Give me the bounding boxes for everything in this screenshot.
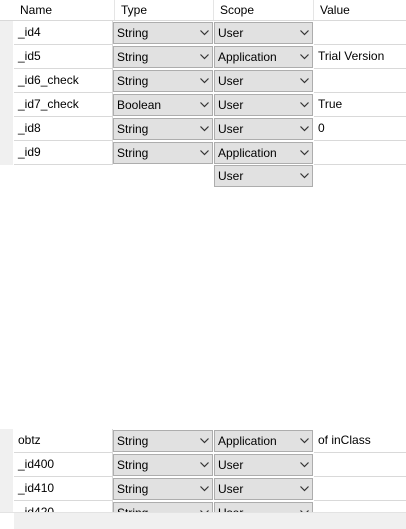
table-row[interactable] — [0, 93, 406, 117]
column-header-name[interactable]: Name — [14, 0, 115, 20]
row-header[interactable] — [0, 429, 13, 453]
scope-dropdown[interactable]: User — [214, 94, 313, 116]
value-cell[interactable]: of inClass — [314, 429, 406, 453]
horizontal-scrollbar[interactable] — [0, 512, 406, 529]
scope-dropdown[interactable]: Application — [214, 142, 313, 164]
chevron-down-icon[interactable] — [296, 71, 312, 91]
type-dropdown[interactable]: String — [113, 142, 213, 164]
scope-dropdown[interactable]: User — [214, 70, 313, 92]
scope-dropdown[interactable]: Application — [214, 430, 313, 452]
chevron-down-icon[interactable] — [196, 455, 212, 475]
column-header-value[interactable]: Value — [320, 3, 350, 17]
row-header[interactable] — [0, 117, 13, 141]
scope-dropdown[interactable]: User — [214, 454, 313, 476]
row-header[interactable] — [0, 21, 13, 45]
chevron-down-icon[interactable] — [296, 455, 312, 475]
chevron-down-icon[interactable] — [196, 47, 212, 67]
chevron-down-icon[interactable] — [296, 479, 312, 499]
row-header[interactable] — [0, 45, 13, 69]
column-header-type[interactable]: Type — [115, 0, 214, 20]
type-dropdown[interactable]: Boolean — [113, 94, 213, 116]
table-row[interactable] — [0, 69, 406, 93]
chevron-down-icon[interactable] — [296, 119, 312, 139]
table-row[interactable] — [0, 453, 406, 477]
value-cell[interactable] — [314, 453, 406, 477]
table-row[interactable] — [0, 429, 406, 453]
scope-dropdown[interactable]: User — [214, 118, 313, 140]
table-row[interactable] — [0, 141, 406, 165]
chevron-down-icon[interactable] — [296, 23, 312, 43]
row-header[interactable] — [0, 453, 13, 477]
type-dropdown[interactable]: String — [113, 118, 213, 140]
value-cell[interactable] — [314, 477, 406, 501]
name-cell[interactable]: _id5 — [14, 45, 113, 69]
chevron-down-icon[interactable] — [296, 47, 312, 67]
type-dropdown[interactable]: String — [113, 478, 213, 500]
chevron-down-icon[interactable] — [196, 23, 212, 43]
value-cell[interactable] — [314, 141, 406, 165]
chevron-down-icon[interactable] — [196, 95, 212, 115]
lower-rows — [0, 433, 406, 512]
row-header[interactable] — [0, 477, 13, 501]
scope-dropdown[interactable]: User — [214, 165, 313, 187]
table-row[interactable] — [0, 45, 406, 69]
scope-dropdown[interactable]: Application — [214, 46, 313, 68]
table-row[interactable] — [0, 117, 406, 141]
grid-header — [0, 0, 406, 21]
type-dropdown[interactable]: String — [113, 46, 213, 68]
chevron-down-icon[interactable] — [296, 95, 312, 115]
chevron-down-icon[interactable] — [296, 166, 312, 186]
type-dropdown[interactable]: String — [113, 70, 213, 92]
chevron-down-icon[interactable] — [196, 479, 212, 499]
scope-dropdown[interactable]: User — [214, 478, 313, 500]
name-cell[interactable]: _id400 — [14, 453, 113, 477]
chevron-down-icon[interactable] — [296, 143, 312, 163]
name-cell[interactable]: _id410 — [14, 477, 113, 501]
name-cell[interactable]: _id7_check — [14, 93, 113, 117]
type-dropdown[interactable]: String — [113, 454, 213, 476]
name-cell[interactable]: _id6_check — [14, 69, 113, 93]
scope-dropdown[interactable]: User — [214, 22, 313, 44]
value-cell[interactable]: 0 — [314, 117, 406, 141]
table-row[interactable] — [0, 21, 406, 45]
name-cell[interactable]: _id9 — [14, 141, 113, 165]
scrollbar-corner — [0, 513, 14, 529]
value-cell[interactable]: True — [314, 93, 406, 117]
type-dropdown[interactable]: String — [113, 22, 213, 44]
chevron-down-icon[interactable] — [196, 431, 212, 451]
chevron-down-icon[interactable] — [196, 119, 212, 139]
column-header-scope[interactable]: Scope — [214, 0, 314, 20]
value-cell[interactable] — [314, 69, 406, 93]
chevron-down-icon[interactable] — [296, 431, 312, 451]
table-row[interactable] — [0, 477, 406, 501]
name-cell[interactable]: _id8 — [14, 117, 113, 141]
name-cell[interactable]: obtz — [14, 429, 113, 453]
name-cell[interactable]: _id4 — [14, 21, 113, 45]
chevron-down-icon[interactable] — [196, 143, 212, 163]
type-dropdown[interactable]: String — [113, 430, 213, 452]
row-header[interactable] — [0, 141, 13, 165]
value-cell[interactable] — [314, 21, 406, 45]
chevron-down-icon[interactable] — [196, 71, 212, 91]
row-header[interactable] — [0, 69, 13, 93]
value-cell[interactable]: Trial Version — [314, 45, 406, 69]
row-header[interactable] — [0, 93, 13, 117]
